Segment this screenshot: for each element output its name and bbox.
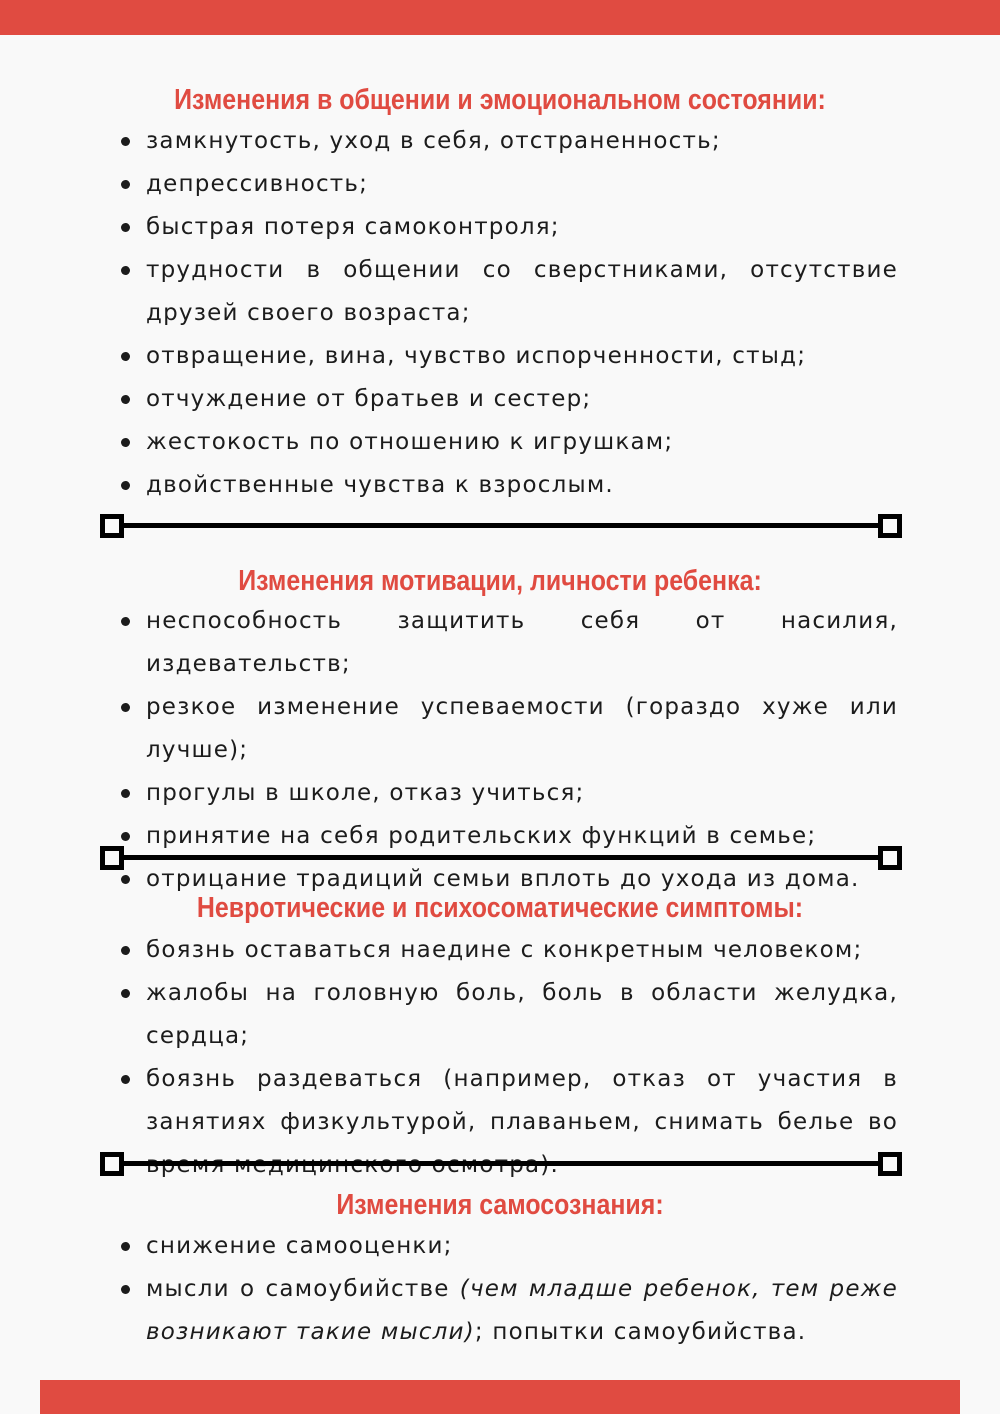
list-item: быстрая потеря самоконтроля; [100, 206, 898, 249]
item-text: мысли о самоубийстве [146, 1276, 460, 1302]
list-item: отвращение, вина, чувство испорченности, стыд; [100, 335, 898, 378]
list-item: депрессивность; [100, 163, 898, 206]
divider-square-right [878, 514, 902, 538]
list-item: двойственные чувства к взрослым. [100, 464, 898, 507]
section-divider [100, 846, 902, 870]
divider-line [110, 1161, 892, 1166]
list-item: прогулы в школе, отказ учиться; [100, 772, 898, 815]
list-item: снижение самооценки; [100, 1225, 898, 1268]
list-item: отчуждение от братьев и сестер; [100, 378, 898, 421]
list-item: резкое изменение успеваемости (гораздо хуже или лучше); [100, 686, 898, 772]
list-self-awareness [100, 1225, 898, 1354]
divider-line [110, 855, 892, 860]
list-item: принятие на себя родительских функций в семье; [100, 815, 898, 858]
list-communication [100, 120, 898, 507]
top-accent-bar [0, 0, 1000, 35]
list-item: замкнутость, уход в себя, отстраненность; [100, 120, 898, 163]
list-item: трудности в общении со сверстниками, отсутствие друзей своего возраста; [100, 249, 898, 335]
section-heading-communication: Изменения в общении и эмоциональном состоянии: [174, 84, 826, 116]
item-italic-note: (чем младше ребенок, тем реже возникают такие мысли) [146, 1276, 898, 1345]
section-heading-motivation: Изменения мотивации, личности ребенка: [238, 565, 762, 597]
divider-square-right [878, 846, 902, 870]
divider-line [110, 523, 892, 528]
divider-square-right [878, 1152, 902, 1176]
section-divider [100, 1152, 902, 1176]
list-item: отрицание традиций семьи вплоть до ухода из дома. [100, 858, 898, 901]
item-text: ; попытки самоубийства. [474, 1319, 807, 1345]
divider-square-left [100, 1152, 124, 1176]
section-divider [100, 514, 902, 538]
section-heading-self-awareness: Изменения самосознания: [336, 1189, 664, 1221]
bottom-accent-bar [40, 1380, 960, 1414]
list-neurotic [100, 929, 898, 1187]
list-item: боязнь оставаться наедине с конкретным человеком; [100, 929, 898, 972]
list-item: жестокость по отношению к игрушкам; [100, 421, 898, 464]
list-item: жалобы на головную боль, боль в области желудка, сердца; [100, 972, 898, 1058]
list-item [100, 1268, 898, 1354]
divider-square-left [100, 846, 124, 870]
list-item: боязнь раздеваться (например, отказ от участия в занятиях физкультурой, плаваньем, снимать белье во [100, 1058, 898, 1187]
section-heading-neurotic: Невротические и психосоматические симптомы: [196, 892, 804, 924]
list-item: неспособность защитить себя от насилия, издевательств; [100, 600, 898, 686]
divider-square-left [100, 514, 124, 538]
